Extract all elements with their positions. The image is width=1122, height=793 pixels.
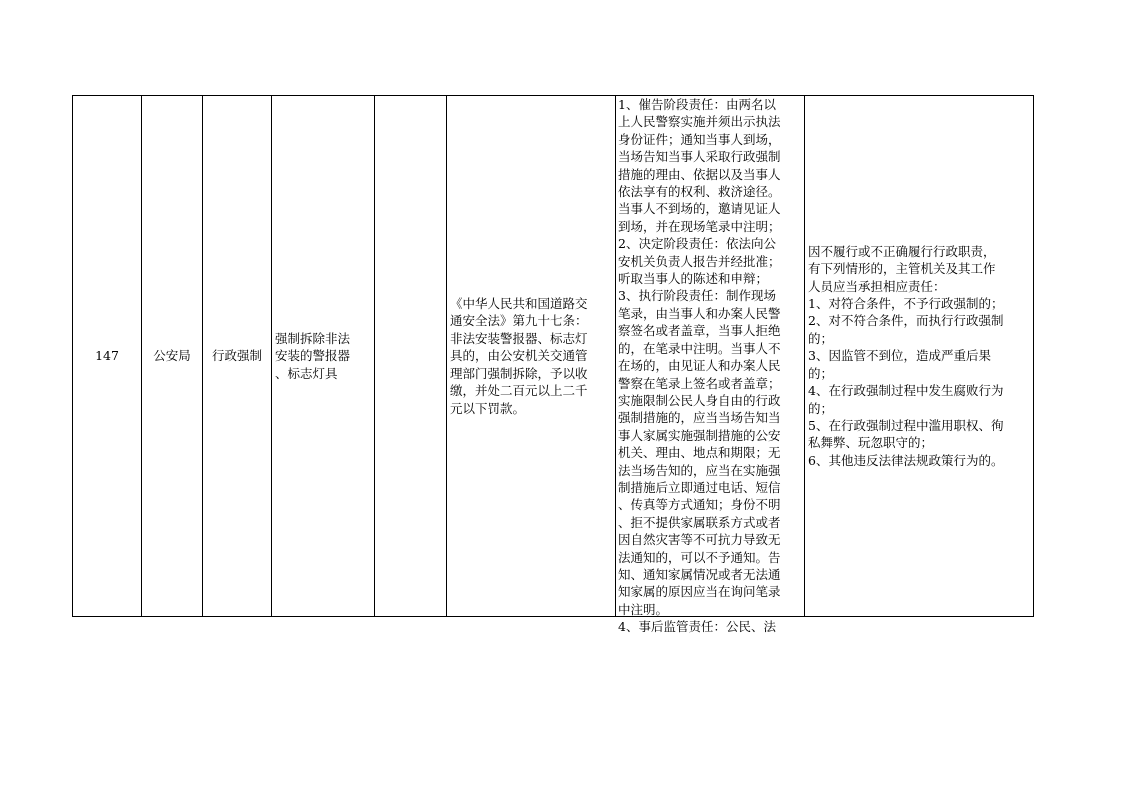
responsibility-line: 因自然灾害等不可抗力导致无 <box>618 532 781 548</box>
responsibility-line: 当场告知当事人采取行政强制 <box>618 149 781 165</box>
responsibility-line: 上人民警察实施并须出示执法 <box>618 114 781 130</box>
responsibility-line: 事人家属实施强制措施的公安 <box>618 427 781 443</box>
department-cell: 公安局 <box>142 96 203 617</box>
accountability-line: 3、因监管不到位，造成严重后果 <box>808 348 991 364</box>
responsibility-line: 4、事后监管责任：公民、法 <box>618 619 776 635</box>
accountability-line: 2、对不符合条件，而执行行政强制 <box>808 313 1004 329</box>
responsibility-line: 强制措施的，应当当场告知当 <box>618 410 781 426</box>
accountability-line: 人员应当承担相应责任： <box>808 278 946 294</box>
accountability-line: 6、其他违反法律法规政策行为的。 <box>808 452 1004 468</box>
accountability-line: 因不履行或不正确履行行政职责， <box>808 243 996 259</box>
responsibility-line: 机关、理由、地点和期限；无 <box>618 445 781 461</box>
responsibility-line: 察签名或者盖章，当事人拒绝 <box>618 323 781 339</box>
sub-item-cell <box>375 96 447 617</box>
responsibility-line: 的，在笔录中注明。当事人不 <box>618 340 781 356</box>
item-line: 、标志灯具 <box>275 365 338 381</box>
accountability-line: 的； <box>808 330 834 346</box>
accountability-line: 5、在行政强制过程中滥用职权、徇 <box>808 417 1004 433</box>
responsibility-table <box>72 95 1034 635</box>
accountability-line: 私舞弊、玩忽职守的； <box>808 435 934 451</box>
responsibility-line: 中注明。 <box>618 601 669 617</box>
basis-line: 《中华人民共和国道路交 <box>450 296 588 312</box>
responsibility-line: 2、决定阶段责任：依法向公 <box>618 236 776 252</box>
responsibility-line: 当事人不到场的，邀请见证人 <box>618 201 781 217</box>
responsibility-line: 身份证件；通知当事人到场， <box>618 131 781 147</box>
responsibility-line: 知、通知家属情况或者无法通 <box>618 566 781 582</box>
basis-line: 元以下罚款。 <box>450 400 526 416</box>
responsibility-line: 、拒不提供家属联系方式或者 <box>618 514 781 530</box>
accountability-cell <box>805 96 1034 617</box>
responsibility-text <box>616 96 804 635</box>
responsibility-line: 在场的，由见证人和办案人民 <box>618 358 781 374</box>
item-name-cell <box>272 96 375 617</box>
item-line: 安装的警报器 <box>275 348 351 364</box>
category-cell: 行政强制 <box>203 96 272 617</box>
accountability-line: 4、在行政强制过程中发生腐败行为 <box>808 383 1004 399</box>
responsibility-line: 警察在笔录上签名或者盖章； <box>618 375 781 391</box>
basis-line: 具的，由公安机关交通管 <box>450 348 588 364</box>
table-row <box>73 96 1034 617</box>
accountability-line: 1、对符合条件，不予行政强制的； <box>808 296 1004 312</box>
responsibility-line: 笔录，由当事人和办案人民警 <box>618 305 781 321</box>
basis-line: 缴，并处二百元以上二千 <box>450 383 588 399</box>
responsibility-line: 制措施后立即通过电话、短信 <box>618 479 781 495</box>
responsibility-line: 、传真等方式通知；身份不明 <box>618 497 781 513</box>
responsibility-line: 法通知的，可以不予通知。告 <box>618 549 781 565</box>
basis-line: 非法安装警报器、标志灯 <box>450 330 588 346</box>
responsibility-line: 实施限制公民人身自由的行政 <box>618 392 781 408</box>
basis-line: 理部门强制拆除，予以收 <box>450 365 588 381</box>
responsibility-cell <box>616 96 805 635</box>
responsibility-line: 3、执行阶段责任：制作现场 <box>618 288 776 304</box>
accountability-line: 的； <box>808 365 834 381</box>
row-number: 147 <box>73 96 142 617</box>
responsibility-line: 安机关负责人报告并经批准； <box>618 253 781 269</box>
basis-line: 通安全法》第九十七条： <box>450 313 588 329</box>
responsibility-line: 法当场告知的，应当在实施强 <box>618 462 781 478</box>
accountability-line: 的； <box>808 400 834 416</box>
accountability-line: 有下列情形的，主管机关及其工作 <box>808 261 996 277</box>
responsibility-line: 到场，并在现场笔录中注明； <box>618 218 781 234</box>
responsibility-line: 知家属的原因应当在询问笔录 <box>618 584 781 600</box>
responsibility-line: 1、催告阶段责任：由两名以 <box>618 97 776 112</box>
legal-basis-cell <box>447 96 616 617</box>
item-line: 强制拆除非法 <box>275 330 351 346</box>
responsibility-line: 听取当事人的陈述和申辩； <box>618 271 769 287</box>
responsibility-line: 依法享有的权利、救济途径。 <box>618 184 781 200</box>
responsibility-line: 措施的理由、依据以及当事人 <box>618 166 781 182</box>
